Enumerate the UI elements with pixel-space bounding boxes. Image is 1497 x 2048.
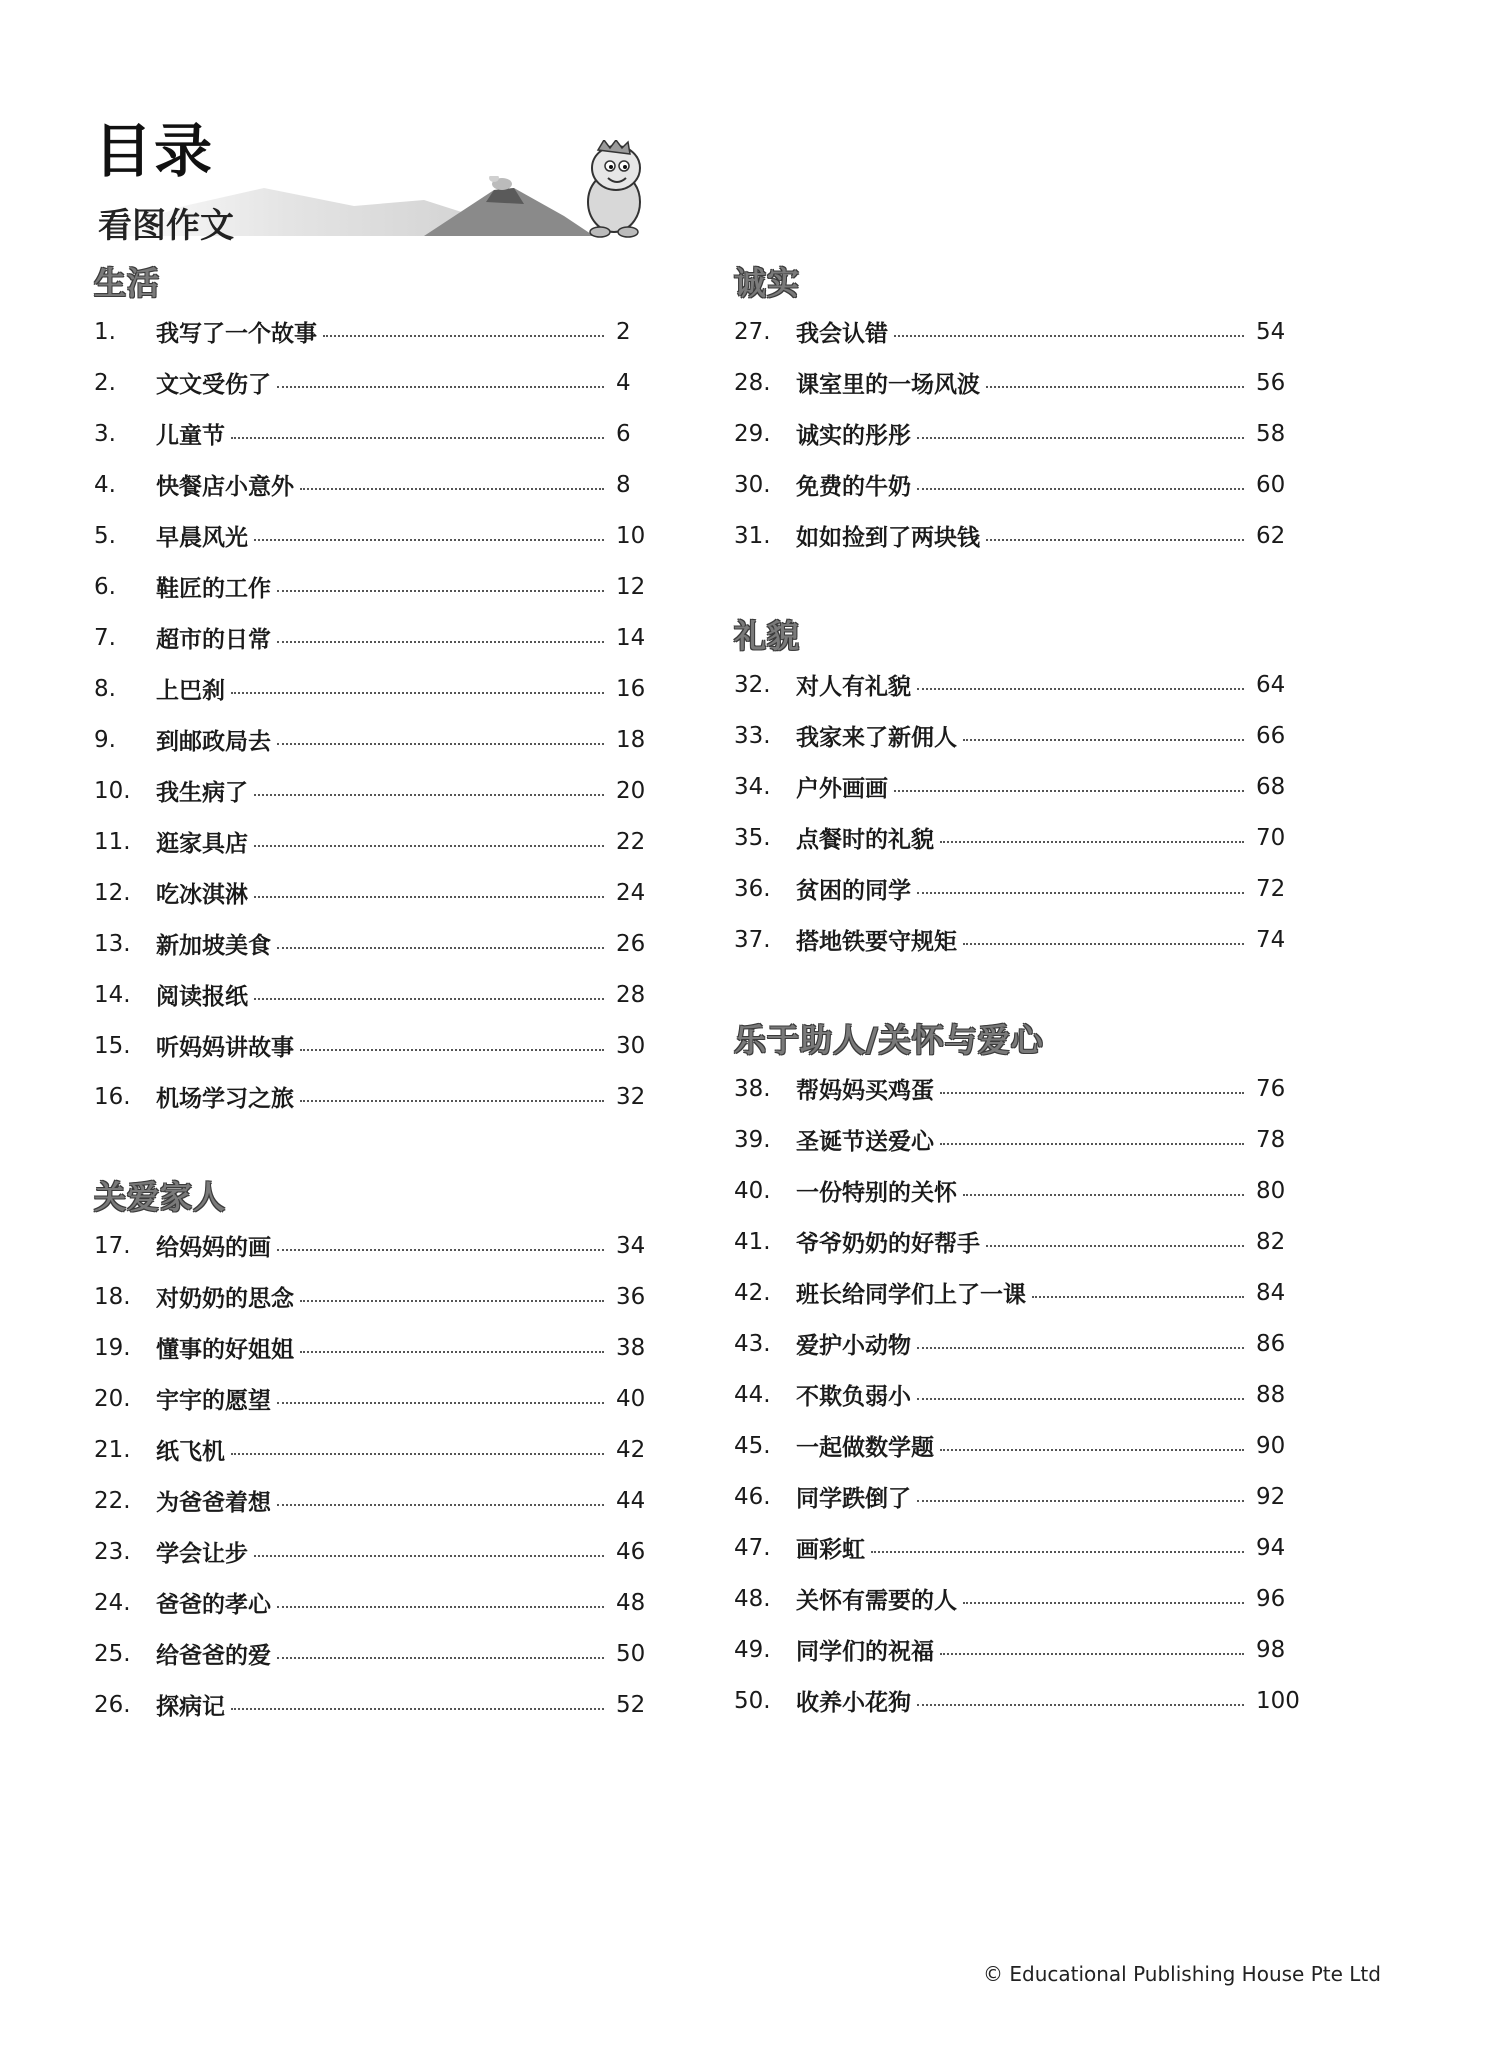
- entry-title: 逛家具店: [156, 831, 248, 857]
- dot-leader: [254, 896, 604, 898]
- dot-leader: [1032, 1296, 1244, 1298]
- entry-number: 40.: [734, 1177, 771, 1204]
- dot-leader: [323, 335, 604, 337]
- toc-entry[interactable]: [94, 1220, 654, 1271]
- dot-leader: [986, 1245, 1244, 1247]
- entry-page-number: 34: [616, 1232, 646, 1259]
- entry-title: 爷爷奶奶的好帮手: [796, 1231, 980, 1257]
- entry-page-number: 66: [1256, 722, 1286, 749]
- entry-page-number: 74: [1256, 926, 1286, 953]
- toc-entry[interactable]: [734, 1267, 1294, 1318]
- entry-number: 24.: [94, 1589, 131, 1616]
- entry-page-number: 84: [1256, 1279, 1286, 1306]
- entry-number: 6.: [94, 573, 116, 600]
- toc-section: [734, 1017, 1300, 1726]
- entry-page-number: 42: [616, 1436, 646, 1463]
- entry-page-number: 52: [616, 1691, 646, 1718]
- toc-entry[interactable]: [94, 1526, 654, 1577]
- toc-entry[interactable]: [94, 1679, 654, 1730]
- entry-title: 我家来了新佣人: [796, 725, 957, 751]
- entry-title: 新加坡美食: [156, 933, 271, 959]
- dot-leader: [963, 1194, 1244, 1196]
- entry-number: 36.: [734, 875, 771, 902]
- entry-title: 快餐店小意外: [156, 474, 294, 500]
- entry-title: 同学们的祝福: [796, 1639, 934, 1665]
- entry-page-number: 44: [616, 1487, 646, 1514]
- entry-title: 文文受伤了: [156, 372, 271, 398]
- section-title: 诚实: [734, 264, 801, 302]
- entry-title: 对奶奶的思念: [156, 1286, 294, 1312]
- toc-entry[interactable]: [94, 663, 654, 714]
- toc-entry[interactable]: [734, 1063, 1294, 1114]
- entry-title: 我生病了: [156, 780, 248, 806]
- entry-number: 25.: [94, 1640, 131, 1667]
- entry-page-number: 4: [616, 369, 631, 396]
- entry-title: 为爸爸着想: [156, 1490, 271, 1516]
- dot-leader: [917, 437, 1244, 439]
- dot-leader: [940, 841, 1244, 843]
- entry-number: 11.: [94, 828, 131, 855]
- toc-entry[interactable]: [734, 1471, 1294, 1522]
- entry-number: 1.: [94, 318, 116, 345]
- dot-leader: [254, 794, 604, 796]
- entry-title: 懂事的好姐姐: [156, 1337, 294, 1363]
- dot-leader: [917, 892, 1244, 894]
- toc-entry[interactable]: [94, 1577, 654, 1628]
- entry-number: 18.: [94, 1283, 131, 1310]
- entry-title: 给爸爸的爱: [156, 1643, 271, 1669]
- entry-number: 27.: [734, 318, 771, 345]
- dot-leader: [231, 1708, 604, 1710]
- section-title: 生活: [94, 264, 161, 302]
- entry-page-number: 48: [616, 1589, 646, 1616]
- dot-leader: [940, 1653, 1244, 1655]
- entry-page-number: 38: [616, 1334, 646, 1361]
- entry-page-number: 26: [616, 930, 646, 957]
- entry-title: 帮妈妈买鸡蛋: [796, 1078, 934, 1104]
- entry-page-number: 76: [1256, 1075, 1286, 1102]
- entry-page-number: 8: [616, 471, 631, 498]
- dot-leader: [894, 335, 1244, 337]
- dot-leader: [917, 688, 1244, 690]
- toc-entry[interactable]: [734, 1216, 1294, 1267]
- dot-leader: [300, 488, 604, 490]
- toc-entry[interactable]: [94, 459, 654, 510]
- entry-title: 圣诞节送爱心: [796, 1129, 934, 1155]
- entry-title: 如如捡到了两块钱: [796, 525, 980, 551]
- entry-number: 32.: [734, 671, 771, 698]
- entry-number: 46.: [734, 1483, 771, 1510]
- entry-page-number: 10: [616, 522, 646, 549]
- entry-page-number: 60: [1256, 471, 1286, 498]
- toc-entry[interactable]: [734, 1573, 1294, 1624]
- toc-entry[interactable]: [734, 1420, 1294, 1471]
- entry-number: 44.: [734, 1381, 771, 1408]
- entry-number: 12.: [94, 879, 131, 906]
- entry-title: 探病记: [156, 1694, 225, 1720]
- entry-number: 17.: [94, 1232, 131, 1259]
- entry-page-number: 86: [1256, 1330, 1286, 1357]
- entry-title: 户外画画: [796, 776, 888, 802]
- toc-entry[interactable]: [734, 863, 1294, 914]
- dot-leader: [917, 1347, 1244, 1349]
- entry-number: 9.: [94, 726, 116, 753]
- dot-leader: [277, 590, 604, 592]
- entry-number: 3.: [94, 420, 116, 447]
- toc-entry[interactable]: [94, 306, 654, 357]
- toc-section: [94, 260, 654, 1122]
- entry-title: 超市的日常: [156, 627, 271, 653]
- entry-page-number: 28: [616, 981, 646, 1008]
- toc-entry[interactable]: [734, 812, 1294, 863]
- entry-page-number: 6: [616, 420, 631, 447]
- entry-number: 37.: [734, 926, 771, 953]
- entry-page-number: 20: [616, 777, 646, 804]
- entry-title: 点餐时的礼貌: [796, 827, 934, 853]
- toc-entry[interactable]: [94, 765, 654, 816]
- entry-page-number: 30: [616, 1032, 646, 1059]
- entry-title: 听妈妈讲故事: [156, 1035, 294, 1061]
- toc-entry[interactable]: [734, 1114, 1294, 1165]
- entry-title: 学会让步: [156, 1541, 248, 1567]
- entry-number: 20.: [94, 1385, 131, 1412]
- entry-number: 22.: [94, 1487, 131, 1514]
- entry-page-number: 16: [616, 675, 646, 702]
- entry-page-number: 54: [1256, 318, 1286, 345]
- dot-leader: [917, 488, 1244, 490]
- toc-entry[interactable]: [94, 1071, 654, 1122]
- entry-number: 48.: [734, 1585, 771, 1612]
- toc-left-column: [94, 260, 654, 1730]
- dot-leader: [231, 692, 604, 694]
- entry-number: 41.: [734, 1228, 771, 1255]
- entry-title: 诚实的彤彤: [796, 423, 911, 449]
- dinosaur-mascot-icon: [580, 140, 650, 238]
- dot-leader: [277, 1402, 604, 1404]
- entry-page-number: 22: [616, 828, 646, 855]
- entry-title: 吃冰淇淋: [156, 882, 248, 908]
- entry-title: 到邮政局去: [156, 729, 271, 755]
- entry-title: 机场学习之旅: [156, 1086, 294, 1112]
- entry-number: 28.: [734, 369, 771, 396]
- dot-leader: [300, 1049, 604, 1051]
- entry-title: 儿童节: [156, 423, 225, 449]
- dot-leader: [231, 1453, 604, 1455]
- entry-page-number: 12: [616, 573, 646, 600]
- toc-entry[interactable]: [734, 1318, 1294, 1369]
- toc-entry[interactable]: [734, 1522, 1294, 1573]
- toc-entry[interactable]: [734, 1675, 1300, 1726]
- toc-entry[interactable]: [94, 918, 654, 969]
- dot-leader: [277, 947, 604, 949]
- entry-number: 16.: [94, 1083, 131, 1110]
- entry-number: 2.: [94, 369, 116, 396]
- toc-section: [734, 260, 1294, 561]
- entry-number: 30.: [734, 471, 771, 498]
- dot-leader: [940, 1449, 1244, 1451]
- toc-entry[interactable]: [94, 1271, 654, 1322]
- entry-number: 15.: [94, 1032, 131, 1059]
- dot-leader: [277, 1504, 604, 1506]
- entry-number: 5.: [94, 522, 116, 549]
- section-title: 关爱家人: [94, 1178, 227, 1216]
- entry-title: 一份特别的关怀: [796, 1180, 957, 1206]
- copyright: © Educational Publishing House Pte Ltd: [983, 1962, 1381, 1986]
- entry-page-number: 58: [1256, 420, 1286, 447]
- entry-page-number: 92: [1256, 1483, 1286, 1510]
- entry-number: 34.: [734, 773, 771, 800]
- toc-entry[interactable]: [94, 357, 654, 408]
- dot-leader: [917, 1500, 1244, 1502]
- entry-page-number: 70: [1256, 824, 1286, 851]
- entry-title: 爸爸的孝心: [156, 1592, 271, 1618]
- entry-title: 同学跌倒了: [796, 1486, 911, 1512]
- entry-page-number: 98: [1256, 1636, 1286, 1663]
- entry-title: 阅读报纸: [156, 984, 248, 1010]
- dot-leader: [277, 641, 604, 643]
- entry-page-number: 36: [616, 1283, 646, 1310]
- dot-leader: [277, 1249, 604, 1251]
- entry-number: 7.: [94, 624, 116, 651]
- section-title: 礼貌: [734, 617, 801, 655]
- dot-leader: [940, 1092, 1244, 1094]
- entry-page-number: 100: [1256, 1687, 1300, 1714]
- entry-page-number: 56: [1256, 369, 1286, 396]
- dot-leader: [254, 998, 604, 1000]
- dot-leader: [300, 1100, 604, 1102]
- dot-leader: [963, 739, 1244, 741]
- dot-leader: [963, 943, 1244, 945]
- dot-leader: [986, 539, 1244, 541]
- toc-entry[interactable]: [734, 510, 1294, 561]
- toc-entry[interactable]: [734, 710, 1294, 761]
- toc-entry[interactable]: [94, 510, 654, 561]
- entry-number: 14.: [94, 981, 131, 1008]
- entry-title: 宇宇的愿望: [156, 1388, 271, 1414]
- dot-leader: [277, 386, 604, 388]
- entry-number: 45.: [734, 1432, 771, 1459]
- section-title: 乐于助人/关怀与爱心: [734, 1021, 1044, 1059]
- banner: [94, 176, 654, 246]
- toc-entry[interactable]: [734, 914, 1294, 965]
- entry-title: 搭地铁要守规矩: [796, 929, 957, 955]
- entry-title: 纸飞机: [156, 1439, 225, 1465]
- toc-entry[interactable]: [94, 1373, 654, 1424]
- entry-page-number: 50: [616, 1640, 646, 1667]
- entry-title: 上巴刹: [156, 678, 225, 704]
- entry-title: 关怀有需要的人: [796, 1588, 957, 1614]
- dot-leader: [277, 1606, 604, 1608]
- entry-number: 38.: [734, 1075, 771, 1102]
- entry-title: 免费的牛奶: [796, 474, 911, 500]
- entry-number: 35.: [734, 824, 771, 851]
- dot-leader: [277, 743, 604, 745]
- dot-leader: [917, 1398, 1244, 1400]
- toc-entry[interactable]: [94, 612, 654, 663]
- entry-page-number: 72: [1256, 875, 1286, 902]
- dot-leader: [300, 1351, 604, 1353]
- entry-number: 23.: [94, 1538, 131, 1565]
- dot-leader: [300, 1300, 604, 1302]
- entry-number: 39.: [734, 1126, 771, 1153]
- dot-leader: [254, 1555, 604, 1557]
- toc-entry[interactable]: [94, 714, 654, 765]
- entry-number: 26.: [94, 1691, 131, 1718]
- entry-title: 给妈妈的画: [156, 1235, 271, 1261]
- entry-number: 31.: [734, 522, 771, 549]
- dot-leader: [917, 1704, 1244, 1706]
- entry-page-number: 32: [616, 1083, 646, 1110]
- entry-page-number: 96: [1256, 1585, 1286, 1612]
- entry-title: 班长给同学们上了一课: [796, 1282, 1026, 1308]
- entry-number: 13.: [94, 930, 131, 957]
- toc-entry[interactable]: [734, 659, 1294, 710]
- entry-title: 对人有礼貌: [796, 674, 911, 700]
- dot-leader: [254, 539, 604, 541]
- entry-page-number: 14: [616, 624, 646, 651]
- entry-page-number: 80: [1256, 1177, 1286, 1204]
- entry-title: 课室里的一场风波: [796, 372, 980, 398]
- entry-title: 爱护小动物: [796, 1333, 911, 1359]
- entry-page-number: 88: [1256, 1381, 1286, 1408]
- section-gap: [734, 965, 1294, 1017]
- toc-entry[interactable]: [734, 408, 1294, 459]
- entry-page-number: 64: [1256, 671, 1286, 698]
- dot-leader: [254, 845, 604, 847]
- entry-number: 49.: [734, 1636, 771, 1663]
- section-gap: [94, 1122, 654, 1174]
- toc-entry[interactable]: [94, 1628, 654, 1679]
- toc-entry[interactable]: [94, 969, 654, 1020]
- entry-title: 早晨风光: [156, 525, 248, 551]
- toc-entry[interactable]: [734, 1624, 1294, 1675]
- entry-title: 不欺负弱小: [796, 1384, 911, 1410]
- entry-number: 50.: [734, 1687, 771, 1714]
- dot-leader: [894, 790, 1244, 792]
- entry-number: 47.: [734, 1534, 771, 1561]
- entry-page-number: 18: [616, 726, 646, 753]
- entry-title: 一起做数学题: [796, 1435, 934, 1461]
- entry-number: 33.: [734, 722, 771, 749]
- entry-number: 10.: [94, 777, 131, 804]
- entry-number: 19.: [94, 1334, 131, 1361]
- dot-leader: [963, 1602, 1244, 1604]
- entry-page-number: 40: [616, 1385, 646, 1412]
- toc-entry[interactable]: [94, 1322, 654, 1373]
- dot-leader: [231, 437, 604, 439]
- entry-number: 29.: [734, 420, 771, 447]
- entry-number: 43.: [734, 1330, 771, 1357]
- entry-number: 42.: [734, 1279, 771, 1306]
- entry-title: 我写了一个故事: [156, 321, 317, 347]
- toc-entry[interactable]: [734, 306, 1294, 357]
- entry-page-number: 24: [616, 879, 646, 906]
- entry-page-number: 90: [1256, 1432, 1286, 1459]
- banner-title: 看图作文: [98, 206, 234, 246]
- toc-entry[interactable]: [94, 816, 654, 867]
- toc-section: [734, 613, 1294, 965]
- toc-entry[interactable]: [94, 1424, 654, 1475]
- toc-entry[interactable]: [734, 357, 1294, 408]
- toc-right-column: [734, 260, 1300, 1726]
- entry-title: 画彩虹: [796, 1537, 865, 1563]
- entry-page-number: 68: [1256, 773, 1286, 800]
- entry-page-number: 2: [616, 318, 631, 345]
- entry-page-number: 46: [616, 1538, 646, 1565]
- entry-page-number: 78: [1256, 1126, 1286, 1153]
- dot-leader: [277, 1657, 604, 1659]
- entry-title: 收养小花狗: [796, 1690, 911, 1716]
- entry-number: 21.: [94, 1436, 131, 1463]
- toc-entry[interactable]: [94, 867, 654, 918]
- entry-title: 贫困的同学: [796, 878, 911, 904]
- entry-page-number: 82: [1256, 1228, 1286, 1255]
- entry-number: 8.: [94, 675, 116, 702]
- entry-number: 4.: [94, 471, 116, 498]
- toc-entry[interactable]: [94, 408, 654, 459]
- dot-leader: [986, 386, 1244, 388]
- toc-entry[interactable]: [734, 1369, 1294, 1420]
- section-gap: [734, 561, 1294, 613]
- entry-page-number: 94: [1256, 1534, 1286, 1561]
- toc-entry[interactable]: [734, 1165, 1294, 1216]
- toc-entry[interactable]: [734, 761, 1294, 812]
- dot-leader: [940, 1143, 1244, 1145]
- toc-section: [94, 1174, 654, 1730]
- toc-entry[interactable]: [734, 459, 1294, 510]
- dot-leader: [871, 1551, 1244, 1553]
- entry-title: 我会认错: [796, 321, 888, 347]
- toc-entry[interactable]: [94, 561, 654, 612]
- toc-entry[interactable]: [94, 1475, 654, 1526]
- entry-page-number: 62: [1256, 522, 1286, 549]
- page-title: 目录: [94, 117, 215, 185]
- entry-title: 鞋匠的工作: [156, 576, 271, 602]
- toc-entry[interactable]: [94, 1020, 654, 1071]
